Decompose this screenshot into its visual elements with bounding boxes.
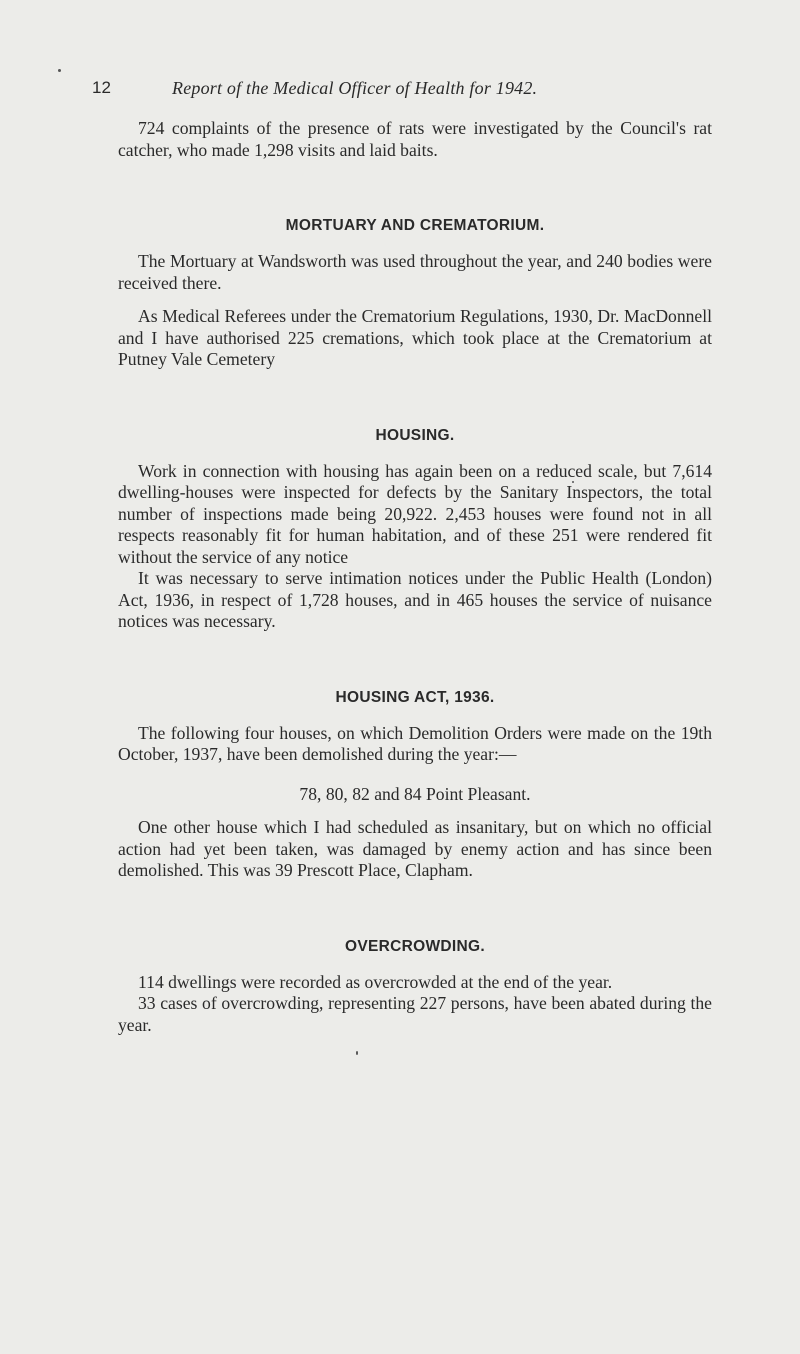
overcrowding-paragraph-1: 114 dwellings were recorded as overcrowded at the end of the year. [138,971,613,992]
print-speck [356,1051,358,1055]
print-speck [58,69,61,72]
running-title: Report of the Medical Officer of Health for 1942. [172,78,538,98]
page-number: 12 [92,78,111,97]
housing-act-paragraph-1: The following four houses, on which Demolition Orders were made on the 19th October, 1937, have been demolished during the year:— [118,722,712,764]
mortuary-paragraph-1: The Mortuary at Wandsworth was used throughout the year, and 240 bodies were received there. [118,251,712,293]
mortuary-paragraph-2: As Medical Referees under the Crematorium Regulations, 1930, Dr. MacDonnell and I have authorised 225 cremations, which took place at the Crematorium at Putney Vale Cemetery [118,306,712,369]
housing-act-paragraph-2: One other house which I had scheduled as insanitary, but on which no official action had yet been taken, was damaged by enemy action and has since been demolished. This was 39 Prescott Place, Clapham. [118,817,712,880]
page-body [118,118,712,1036]
rats-paragraph: 724 complaints of the presence of rats were investigated by the Council's rat catcher, who made 1,298 visits and laid baits. [118,118,712,160]
page-header [0,78,800,102]
housing-act-heading: HOUSING ACT, 1936. [335,688,495,706]
demolished-address: 78, 80, 82 and 84 Point Pleasant. [299,783,531,804]
housing-paragraph-2: It was necessary to serve intimation notices under the Public Health (London) Act, 1936, in respect of 1,728 houses, and in 465 houses the service of nuisance notices was necessary. [118,568,712,631]
housing-paragraph-1: Work in connection with housing has again been on a reduced scale, but 7,614 dwelling-houses were inspected for defects by the Sanitary Inspectors, the total number of inspections made being 20,922. 2,453 houses were found not in all respects reasonably fit for human habitation, and of these 251 were rendered fit without the service of any notice [118,460,712,567]
overcrowding-heading: OVERCROWDING. [345,937,485,955]
overcrowding-paragraph-2: 33 cases of overcrowding, representing 227 persons, have been abated during the year. [118,993,712,1035]
housing-heading: HOUSING. [375,426,455,444]
mortuary-heading: MORTUARY AND CREMATORIUM. [285,217,545,234]
